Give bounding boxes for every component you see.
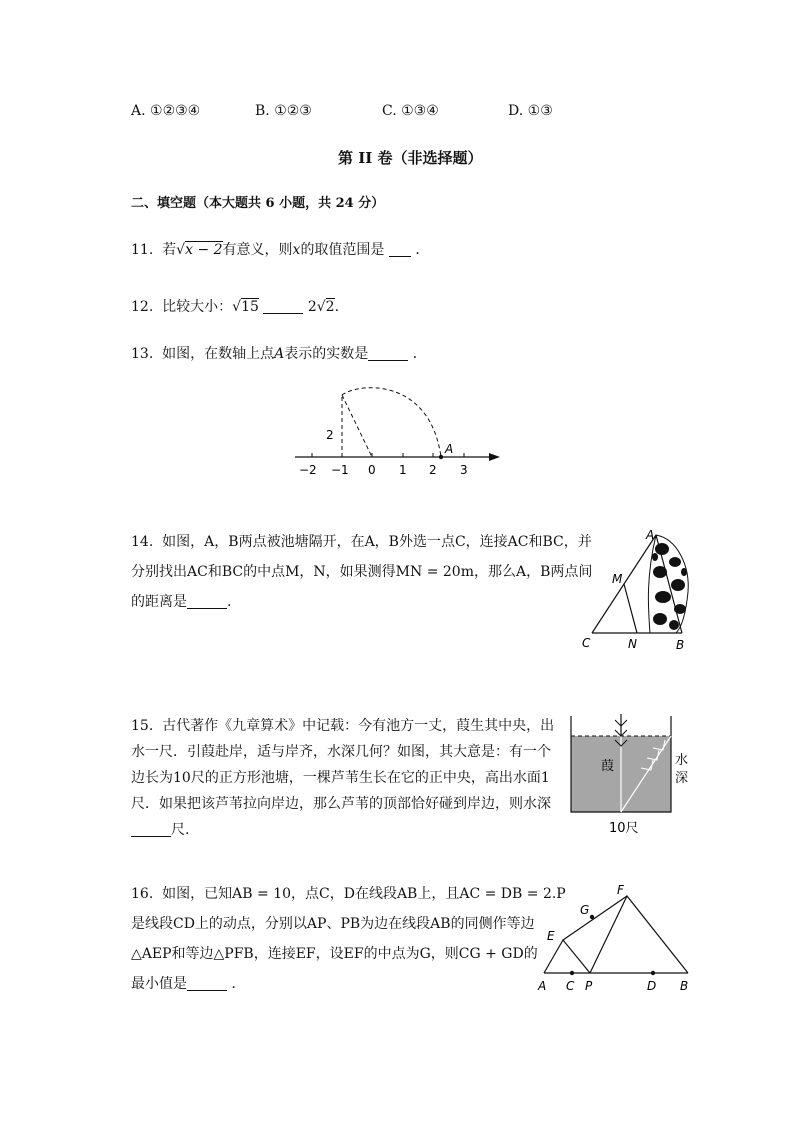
- q15-line-2: 水一尺．引葭赴岸，适与岸齐，水深几何？如图，其大意是：有一个: [131, 744, 551, 760]
- label-a: A: [646, 528, 655, 542]
- label-c: C: [582, 636, 591, 650]
- segment-mn: [624, 584, 637, 633]
- q12-pre: 比较大小：: [162, 299, 233, 315]
- q11-var: x: [292, 242, 301, 258]
- equilateral-triangles-figure: [530, 880, 700, 998]
- q14-line-1: [131, 527, 592, 557]
- point-g: [590, 915, 594, 919]
- question-14: [131, 527, 592, 617]
- q15-text-1: 古代著作《九章算术》中记载：今有池方一丈，葭生其中央，出: [162, 718, 555, 734]
- label-b: B: [680, 979, 689, 993]
- q14-text-1: 如图，A，B两点被池塘隔开，在A，B外选一点C，连接AC和BC，并: [162, 534, 592, 550]
- answer-blank[interactable]: [263, 299, 303, 314]
- label-d: D: [647, 979, 657, 993]
- q12-rad2: 2: [325, 299, 335, 315]
- label-f: F: [617, 883, 624, 897]
- arc: [342, 388, 441, 457]
- answer-blank[interactable]: [368, 346, 408, 361]
- tick-label: 1: [399, 463, 407, 477]
- question-13: [131, 343, 427, 365]
- q13-end: ．: [412, 346, 427, 362]
- tick-label: 0: [368, 463, 376, 477]
- option-a-text: ①②③④: [150, 103, 201, 119]
- question-number: 14.: [131, 534, 154, 550]
- question-16: [131, 879, 566, 999]
- q11-mid: 有意义，则: [222, 242, 293, 258]
- q16-line-4: [131, 969, 566, 999]
- q15-end: 尺.: [171, 822, 190, 838]
- answer-blank[interactable]: [187, 976, 227, 991]
- q12-rad1: 15: [241, 299, 259, 315]
- segment-ef: [563, 896, 627, 940]
- q13-var: A: [274, 346, 285, 362]
- q14-line-2: 分别找出AC和BC的中点M，N，如果测得MN = 20m，那么A，B两点间: [131, 564, 593, 580]
- q16-text-1: 如图，已知AB = 10，点C，D在线段AB上，且AC = DB = 2.P: [162, 886, 566, 902]
- tick-label: −2: [299, 463, 317, 477]
- q12-end: .: [334, 299, 340, 315]
- question-number: 15.: [131, 718, 154, 734]
- option-a-letter: A.: [131, 103, 146, 119]
- option-d-text: ①③: [527, 103, 553, 119]
- q13-pre: 如图，在数轴上点: [162, 346, 275, 362]
- label-n: N: [628, 637, 637, 651]
- question-number: 11.: [131, 242, 154, 258]
- label-g: G: [580, 903, 590, 917]
- q15-line-4: 尺．如果把该芦苇拉向岸边，那么芦苇的顶部恰好碰到岸边，则水深: [131, 796, 551, 812]
- label-e: E: [547, 929, 555, 943]
- q15-line-3: 边长为10尺的正方形池塘，一棵芦苇生长在它的正中央，高出水面1: [131, 770, 550, 786]
- question-15: [131, 713, 554, 843]
- label-a: A: [538, 979, 547, 993]
- point-a: [439, 455, 443, 459]
- q16-line-2: 是线段CD上的动点，分别以AP、PB为边在线段AB的同侧作等边: [131, 916, 535, 932]
- label-b: B: [676, 638, 685, 652]
- q16-line-3: △AEP和等边△PFB，连接EF，设EF的中点为G，则CG + GD的: [131, 946, 538, 962]
- q14-end: .: [227, 594, 232, 610]
- triangle-aep: [544, 940, 590, 973]
- depth-label-1: 水: [675, 753, 689, 768]
- question-number: 13.: [131, 346, 154, 362]
- option-c-text: ①③④: [401, 103, 439, 119]
- sqrt-2: √2: [316, 299, 335, 315]
- label-c: C: [566, 979, 575, 993]
- width-label: 10尺: [609, 821, 639, 836]
- reed-pond-figure: [565, 712, 697, 840]
- tick-label: 3: [460, 463, 468, 477]
- question-11: [131, 239, 429, 261]
- q14-text-3: 的距离是: [131, 594, 187, 610]
- question-number: 12.: [131, 299, 154, 315]
- label-p: P: [585, 979, 593, 993]
- q16-text-4: 最小值是: [131, 976, 187, 992]
- option-b-text: ①②③: [274, 103, 312, 119]
- hypotenuse-segment: [342, 395, 372, 457]
- q11-post: 的取值范围是: [300, 242, 385, 258]
- answer-blank[interactable]: [187, 594, 227, 609]
- height-label: 2: [326, 428, 334, 442]
- q15-line-5: [131, 817, 554, 843]
- option-d-letter: D.: [508, 103, 524, 119]
- sqrt-15: √15: [232, 299, 259, 315]
- option-d: [508, 103, 553, 119]
- answer-blank[interactable]: [131, 822, 171, 837]
- axis-arrow: [489, 453, 500, 461]
- q14-line-3: [131, 587, 592, 617]
- answer-blank[interactable]: [389, 242, 411, 257]
- q16-line-1: [131, 879, 566, 909]
- section-title: 第 II 卷（非选择题）: [338, 149, 483, 167]
- depth-label-2: 深: [675, 771, 689, 786]
- pond-triangle-figure: [578, 527, 698, 655]
- q15-line-1: [131, 713, 554, 739]
- q11-pre: 若: [162, 242, 177, 258]
- tick-label: −1: [331, 463, 349, 477]
- point-c: [570, 971, 574, 975]
- q13-post: 表示的实数是: [284, 346, 369, 362]
- q12-coef: 2: [307, 299, 317, 315]
- option-a: [131, 103, 200, 119]
- option-c-letter: C.: [382, 103, 397, 119]
- reed-label: 葭: [601, 759, 615, 774]
- point-a-label: A: [445, 442, 454, 456]
- label-m: M: [612, 572, 623, 586]
- number-line-figure: [290, 380, 505, 480]
- question-12: [131, 296, 339, 318]
- point-d: [651, 971, 655, 975]
- sqrt-expression: √x − 2: [176, 242, 223, 258]
- question-number: 16.: [131, 886, 154, 902]
- q11-radicand: x − 2: [185, 242, 223, 258]
- q11-end: ．: [415, 242, 430, 258]
- option-c: [382, 103, 439, 119]
- q16-end: ．: [231, 976, 246, 992]
- triangle-pfb: [590, 896, 688, 973]
- part-heading: 二、填空题（本大题共 6 小题，共 24 分）: [131, 196, 385, 211]
- option-b-letter: B.: [255, 103, 270, 119]
- option-b: [255, 103, 312, 119]
- tick-label: 2: [429, 463, 437, 477]
